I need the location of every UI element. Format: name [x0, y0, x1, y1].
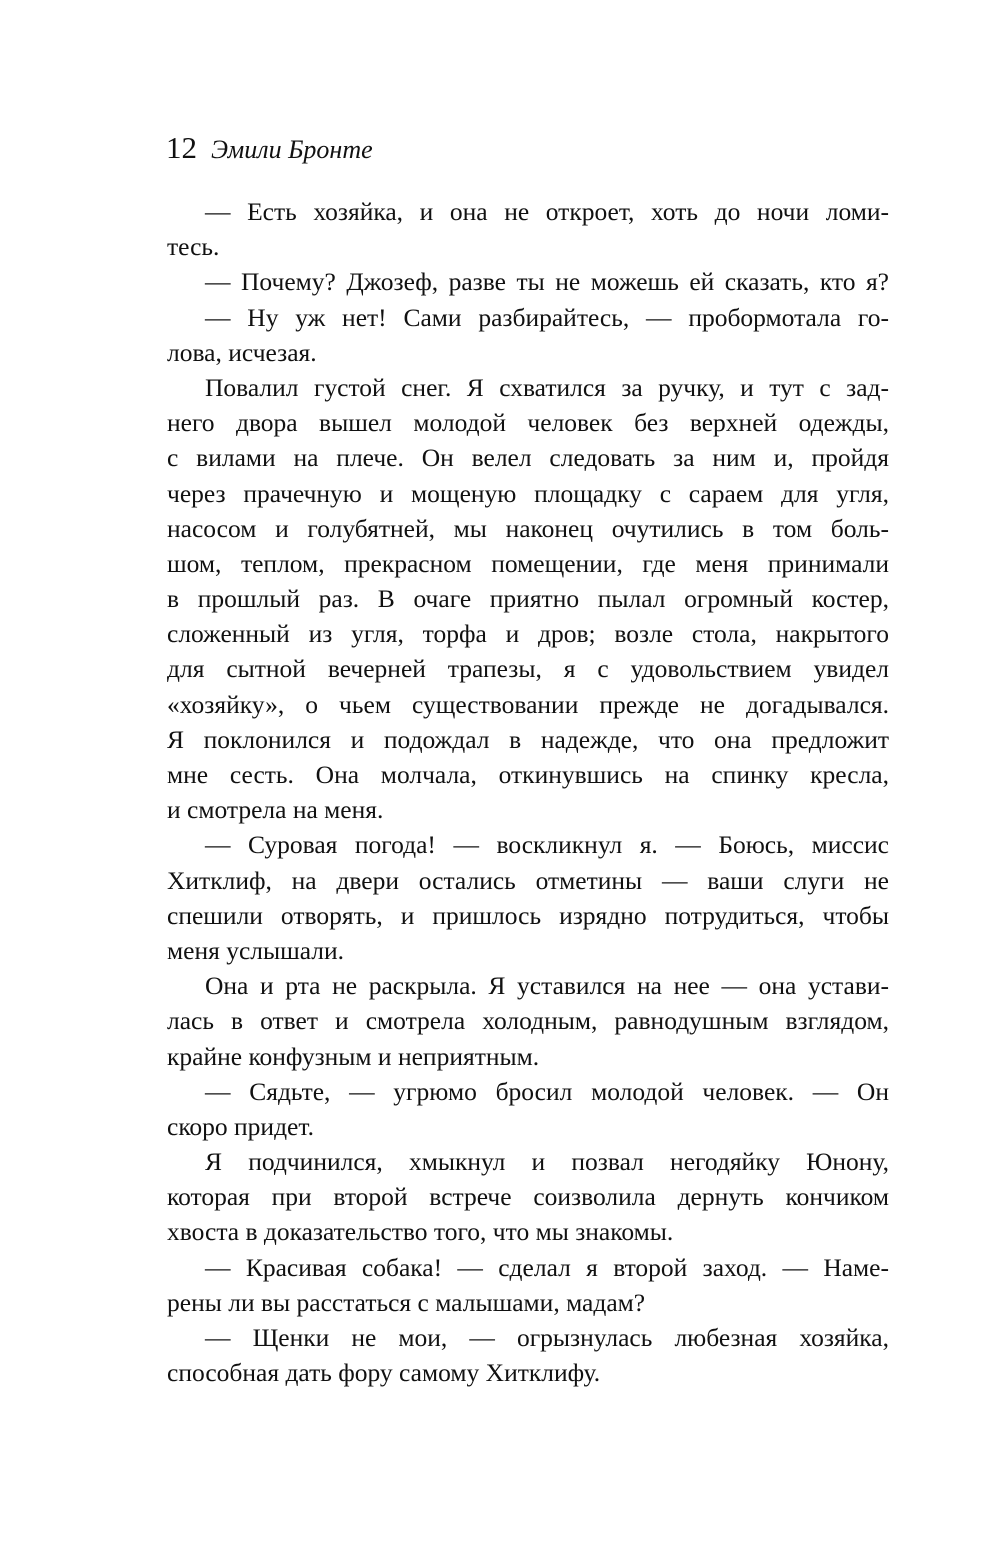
text-line: — Ну уж нет! Сами разбирайтесь, — пробормотала го-: [205, 302, 889, 332]
text-line: способная дать фору самому Хитклифу.: [167, 1358, 601, 1388]
text-line: с вилами на плече. Он велел следовать за ним и, пройдя: [167, 443, 889, 473]
text-line: Хитклиф, на двери остались отметины — ваши слуги не: [167, 865, 889, 895]
text-line: Я поклонился и подождал в надежде, что она предложит: [167, 724, 889, 754]
text-line: — Есть хозяйка, и она не откроет, хоть до ночи ломи-: [205, 197, 889, 226]
text-line: — Суровая погода! — воскликнул я. — Боюсь, миссис: [205, 830, 889, 860]
text-line: которая при второй встрече соизволила дернуть кончиком: [167, 1182, 889, 1212]
text-line: меня услышали.: [167, 935, 345, 965]
body-text: [167, 194, 889, 1390]
text-line: рены ли вы расстаться с малышами, мадам?: [167, 1287, 646, 1317]
text-line: хвоста в доказательство того, что мы знакомы.: [167, 1217, 674, 1247]
page-number: 12: [166, 130, 197, 165]
text-line: Повалил густой снег. Я схватился за ручку, и тут с зад-: [205, 372, 889, 402]
text-line: лась в ответ и смотрела холодным, равнодушным взглядом,: [167, 1006, 889, 1036]
text-line: скоро придет.: [167, 1111, 314, 1141]
text-line: насосом и голубятней, мы наконец очутились в том боль-: [167, 513, 889, 543]
running-head-author: Эмили Бронте: [211, 135, 373, 164]
text-line: через прачечную и мощеную площадку с сараем для угля,: [167, 478, 889, 508]
text-line: шом, теплом, прекрасном помещении, где меня принимали: [167, 548, 889, 578]
text-line: — Почему? Джозеф, разве ты не можешь ей сказать, кто я?: [205, 267, 889, 297]
text-line: для сытной вечерней трапезы, я с удовольствием увидел: [167, 654, 889, 684]
text-line: лова, исчезая.: [167, 337, 317, 367]
page-header: [166, 130, 373, 170]
text-line: — Красивая собака! — сделал я второй заход. — Наме-: [205, 1252, 889, 1282]
text-line: него двора вышел молодой человек без верхней одежды,: [167, 408, 889, 438]
text-line: сложенный из угля, торфа и дров; возле стола, накрытого: [167, 619, 889, 649]
text-line: мне сесть. Она молчала, откинувшись на спинку кресла,: [167, 760, 889, 789]
text-line: — Сядьте, — угрюмо бросил молодой человек. — Он: [205, 1076, 889, 1106]
text-line: крайне конфузным и неприятным.: [167, 1041, 540, 1071]
text-line: Я подчинился, хмыкнул и позвал негодяйку Юнону,: [205, 1147, 889, 1177]
text-line: — Щенки не мои, — огрызнулась любезная хозяйка,: [205, 1323, 889, 1352]
text-line: «хозяйку», о чьем существовании прежде не догадывался.: [167, 689, 889, 719]
text-line: Она и рта не раскрыла. Я уставился на нее — она устави-: [205, 971, 889, 1001]
text-line: спешили отворять, и пришлось изрядно потрудиться, чтобы: [167, 900, 889, 930]
text-line: и смотрела на меня.: [167, 795, 384, 825]
text-line: в прошлый раз. В очаге приятно пылал огромный костер,: [167, 584, 889, 614]
text-line: тесь.: [167, 232, 220, 262]
